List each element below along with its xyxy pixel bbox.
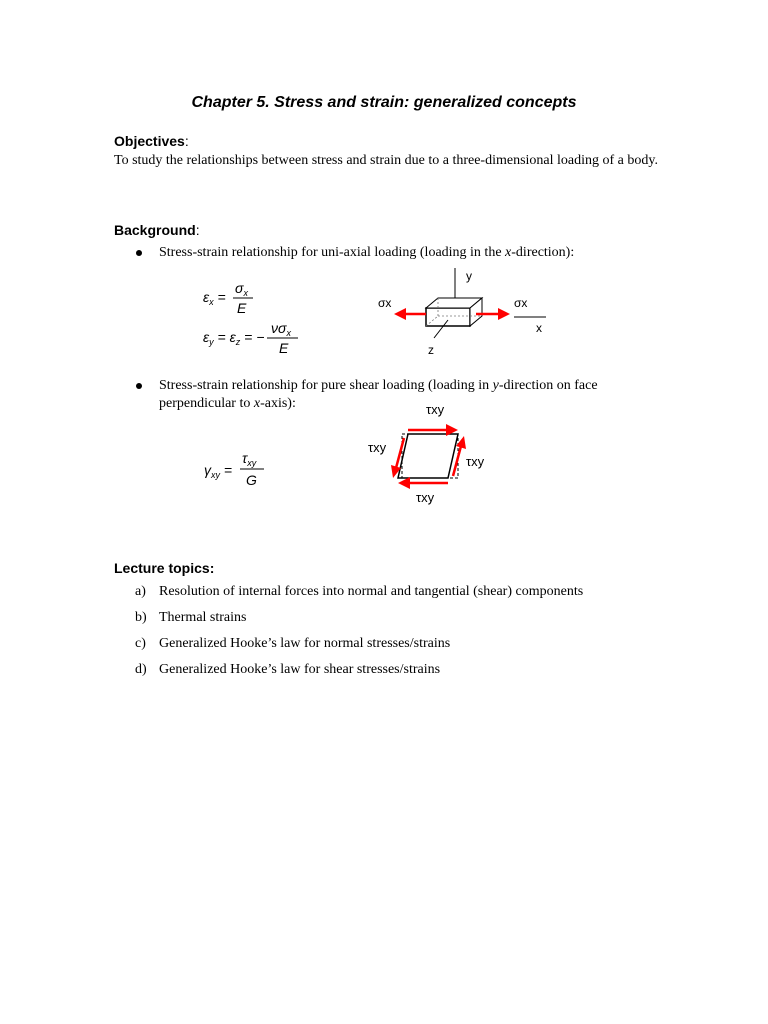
eq-nu-sigma-x: $\nu\sigma_x$ — [271, 320, 291, 338]
shear-label-right: τxy — [466, 454, 485, 469]
topic-marker: b) — [135, 610, 147, 625]
bullet-shear-var2: x — [253, 396, 261, 411]
bullet-shear-pre: Stress-strain relationship for pure shear loading (loading in — [159, 378, 493, 393]
topic-marker: d) — [135, 662, 147, 677]
bullet-shear-post: -axis): — [260, 396, 296, 411]
objectives-heading — [114, 133, 189, 149]
topic-marker: c) — [135, 636, 146, 651]
eq-modulus-g: G — [246, 472, 257, 488]
eq-modulus-e: E — [237, 300, 247, 316]
topic-item: Resolution of internal forces into normal and tangential (shear) components — [159, 584, 584, 599]
shear-figure — [360, 396, 500, 511]
stress-label-left: σx — [378, 296, 392, 310]
shear-equation — [200, 446, 280, 496]
bullet-marker — [136, 383, 142, 389]
bullet-marker — [136, 250, 142, 256]
bullet-uniaxial-post: -direction): — [511, 245, 575, 260]
shear-label-left: τxy — [368, 440, 387, 455]
topic-item: Thermal strains — [159, 610, 247, 625]
z-axis-label: z — [428, 343, 434, 357]
lecture-topics-heading: Lecture topics: — [114, 560, 215, 576]
bullet-uniaxial — [159, 244, 659, 262]
background-heading-colon: : — [195, 222, 200, 238]
bullet-uniaxial-var: x — [505, 245, 512, 260]
block-front-face — [426, 308, 470, 326]
bullet-shear-mid: -direction on face perpendicular to — [159, 378, 598, 411]
eq-epsilon-x: $\varepsilon_x$ = — [203, 289, 226, 307]
stress-arrow-left-icon — [394, 308, 406, 320]
eq-epsilon-yz: $\varepsilon_y = \varepsilon_z$ = − — [203, 329, 265, 347]
objectives-heading-label: Objectives — [114, 133, 185, 149]
uniaxial-equations — [195, 278, 315, 363]
deformed-element — [398, 434, 458, 478]
stress-label-right: σx — [514, 296, 528, 310]
objectives-heading-colon: : — [184, 133, 189, 149]
shear-arrow-bottom-icon — [398, 477, 410, 489]
eq-tau-xy: $\tau_{xy}$ — [242, 450, 257, 468]
eq-modulus-e-2: E — [279, 340, 289, 356]
bullet-shear-var1: y — [492, 378, 499, 393]
shear-label-bottom: τxy — [416, 490, 435, 505]
topic-item: Generalized Hooke’s law for shear stresses/strains — [159, 662, 441, 677]
stress-arrow-right-icon — [498, 308, 510, 320]
y-axis-label: y — [466, 269, 472, 283]
page-title: Chapter 5. Stress and strain: generalized concepts — [191, 94, 577, 111]
background-heading-label: Background — [114, 222, 196, 238]
eq-gamma-xy: $\gamma_{xy}$ = — [204, 462, 233, 480]
objectives-text: To study the relationships between stress and strain due to a three-dimensional loading of a body. — [114, 153, 658, 168]
eq-sigma-x: $\sigma_x$ — [235, 280, 248, 298]
topic-marker: a) — [135, 584, 146, 599]
background-heading — [114, 222, 200, 238]
x-axis-label: x — [536, 321, 542, 335]
shear-label-top: τxy — [426, 402, 445, 417]
uniaxial-figure — [370, 262, 560, 362]
topic-item: Generalized Hooke’s law for normal stresses/strains — [159, 636, 451, 651]
bullet-uniaxial-pre: Stress-strain relationship for uni-axial loading (loading in the — [159, 245, 506, 260]
